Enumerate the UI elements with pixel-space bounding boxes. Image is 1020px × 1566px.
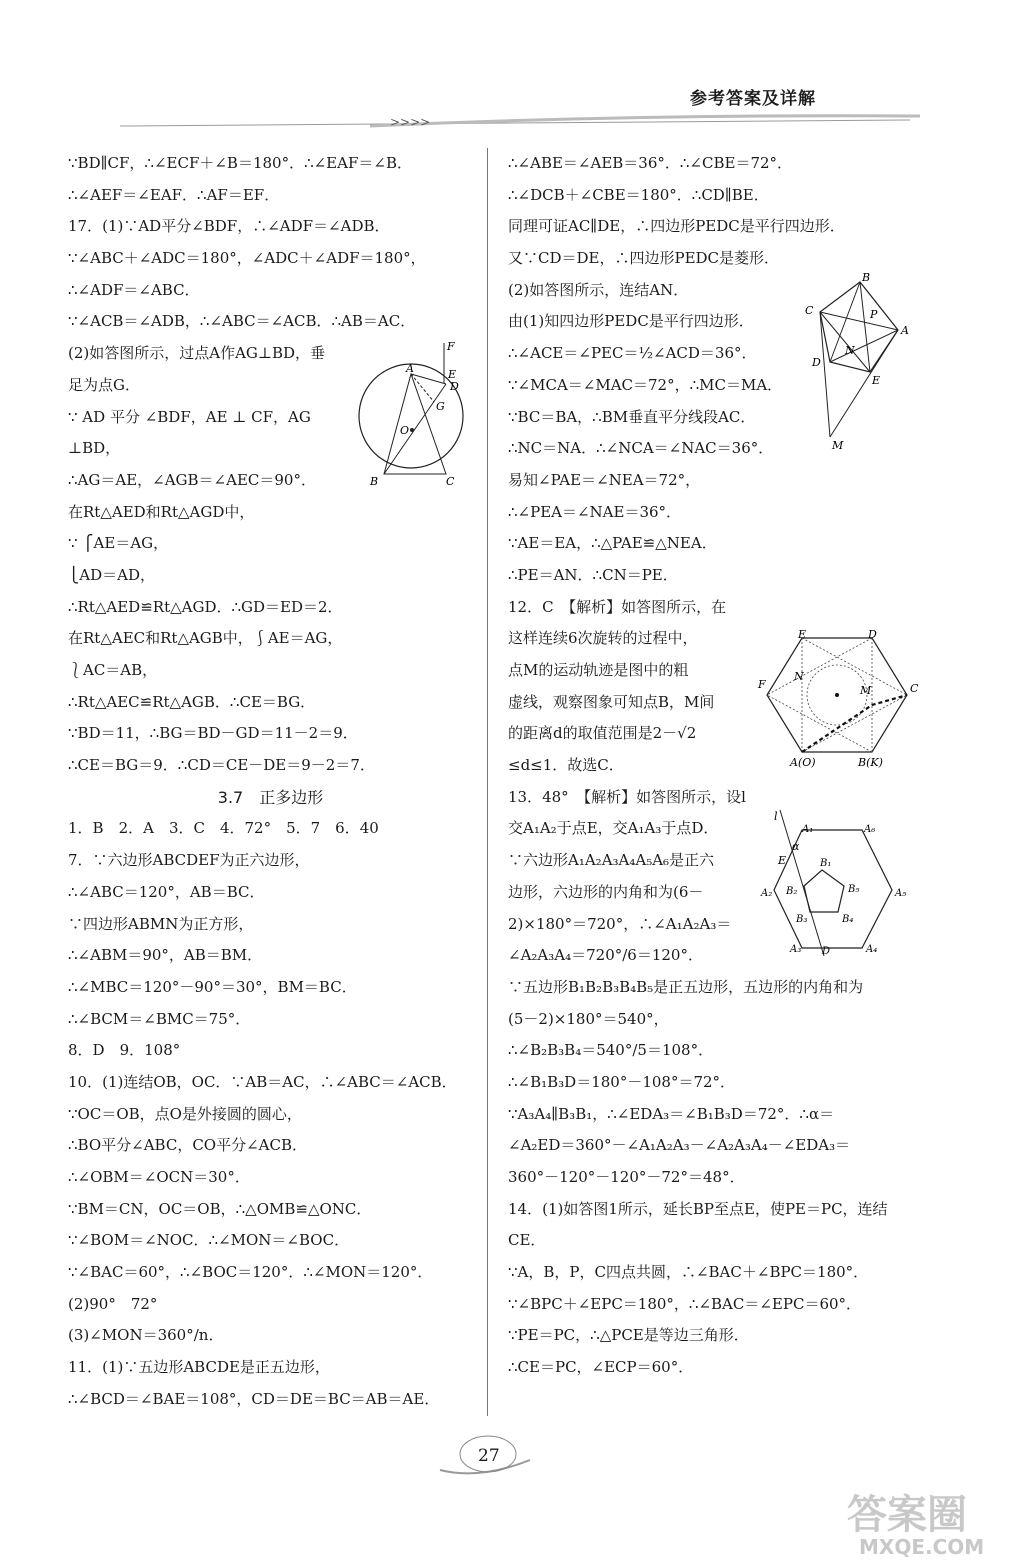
text-line: 在Rt△AEC和Rt△AGB中，⎰AE＝AG， [68,629,343,648]
text-line: ∴∠ABM＝90°，AB＝BM． [68,946,263,965]
text-line: 由(1)知四边形PEDC是平行四边形． [508,312,754,331]
hexagon-label: N [794,670,804,683]
text-line: ⊥BD， [68,439,121,458]
figure-circle-diagram [356,338,476,488]
text-line: 易知∠PAE＝∠NEA＝72°， [508,470,701,489]
text-line: 7．∵六边形ABCDEF为正六边形， [68,851,310,870]
hexpent-label: A₄ [866,944,878,955]
kite-label: E [872,374,881,387]
circle-label: O [400,424,410,437]
text-line: ∠A₂ED＝360°－∠A₁A₂A₃－∠A₂A₃A₄－∠EDA₃＝ [508,1136,851,1155]
text-line: ⎱AC＝AB， [68,661,158,679]
text-line: CE． [508,1231,546,1250]
text-line: 交A₁A₂于点E，交A₁A₃于点D． [508,819,719,838]
text-line: ∴CE＝BG＝9．∴CD＝CE－DE＝9－2＝7． [68,756,375,775]
text-line: (5－2)×180°＝540°， [508,1009,669,1028]
circle-label: F [447,340,455,353]
text-line: ∴∠BCD＝∠BAE＝108°，CD＝DE＝BC＝AB＝AE． [68,1389,440,1408]
text-line: 这样连续6次旋转的过程中， [508,629,698,648]
hexpent-label: A₅ [895,888,907,899]
text-line: ∵A₃A₄∥B₃B₁，∴∠EDA₃＝∠B₁B₃D＝72°．∴α＝ [508,1104,835,1123]
text-line: ∵∠ABC＋∠ADC＝180°，∠ADC＋∠ADF＝180°， [68,249,426,268]
kite-label: N [845,344,855,357]
text-line: ∴∠PEA＝∠NAE＝36°． [508,502,682,521]
text-line: ∴∠ABE＝∠AEB＝36°．∴∠CBE＝72°． [508,154,793,172]
hexagon-label: E [798,628,807,641]
text-line: ∴∠MBC＝120°－90°＝30°，BM＝BC． [68,977,357,996]
text-line: (2)如答图所示，过点A作AG⊥BD，垂 [68,344,326,363]
text-line: (2)如答图所示，连结AN． [508,280,689,299]
text-line: ∵BC＝BA，∴BM垂直平分线段AC． [508,407,756,426]
hexpent-label: A₃ [790,944,802,955]
hexpent-label: B₃ [796,914,808,925]
section-title: 3.7 正多边形 [217,787,324,807]
text-line: (3)∠MON＝360°/n． [68,1326,224,1345]
hexagon-label: A(O) [790,756,816,769]
hexpent-label: B₄ [842,914,854,925]
text-line: ∴∠ACE＝∠PEC＝½∠ACD＝36°． [508,344,757,363]
column-divider [487,148,488,1416]
text-line: ∵ AD 平分 ∠BDF，AE ⊥ CF，AG [68,407,311,426]
header-title: 参考答案及详解 [690,89,816,109]
hexpent-label: A₁ [802,824,814,835]
text-line: ∴CE＝PC，∠ECP＝60°． [508,1358,694,1377]
text-line: 在Rt△AED和Rt△AGD中， [68,502,255,521]
text-line: ∴AG＝AE，∠AGB＝∠AEC＝90°． [68,470,316,489]
hexpent-label: B₅ [848,884,860,895]
page-number: 27 [478,1446,500,1466]
text-line: 虚线，观察图象可知点B，M间 [508,692,715,711]
text-line: ∵AE＝EA，∴△PAE≌△NEA． [508,534,717,553]
svg-text:>>>>: >>>> [390,115,431,129]
hexagon-label: B(K) [858,756,883,769]
text-line: ∵∠BOM＝∠NOC．∴∠MON＝∠BOC． [68,1231,350,1250]
text-line: 360°－120°－120°－72°＝48°． [508,1168,745,1186]
kite-label: A [901,324,909,337]
hexpent-label: l [774,810,778,823]
circle-label: C [446,475,455,488]
text-line: ∴Rt△AEC≌Rt△AGB．∴CE＝BG． [68,692,316,711]
text-line: (2)90° 72° [68,1294,158,1313]
text-line: ∵BD＝11，∴BG＝BD－GD＝11－2＝9． [68,724,358,743]
header-rule [120,112,920,130]
text-line: ∴∠OBM＝∠OCN＝30°． [68,1168,250,1186]
text-line: 的距离d的取值范围是2－√2 [508,724,697,743]
text-line: 10．(1)连结OB，OC．∵AB＝AC，∴∠ABC＝∠ACB． [68,1072,457,1091]
text-line: ∴BO平分∠ABC，CO平分∠ACB． [68,1136,307,1155]
figure-kite-diagram [800,272,918,454]
text-line: 点M的运动轨迹是图中的粗 [508,661,689,679]
text-line: ∵PE＝PC，∴△PCE是等边三角形． [508,1326,749,1345]
text-line: ∴∠BCM＝∠BMC＝75°． [68,1009,251,1028]
text-line: ∵∠BPC＋∠EPC＝180°，∴∠BAC＝∠EPC＝60°． [508,1294,862,1313]
text-line: 14．(1)如答图1所示，延长BP至点E，使PE＝PC，连结 [508,1199,888,1218]
circle-label: B [370,475,379,488]
text-line: ∴NC＝NA．∴∠NCA＝∠NAC＝36°． [508,439,774,458]
hexpent-label: B₂ [786,886,798,897]
text-line: ∵四边形ABMN为正方形， [68,914,254,933]
hexpent-label: B₁ [820,858,832,869]
text-line: 2)×180°＝720°，∴∠A₁A₂A₃＝ [508,914,732,933]
svg-text:答案圈: 答案圈 [847,1492,967,1538]
text-line: ∴∠B₁B₃D＝180°－108°＝72°． [508,1072,736,1091]
figure-hexagon-diagram [760,630,920,770]
text-line: ∠A₂A₃A₄＝720°/6＝120°． [508,946,703,965]
figure-hexagon-pentagon-diagram [762,808,922,958]
kite-label: C [805,304,814,317]
kite-label: B [862,271,871,284]
text-line: 17．(1)∵AD平分∠BDF，∴∠ADF＝∠ADB． [68,217,390,236]
text-line: 边形，六边形的内角和为(6－ [508,882,704,901]
hexagon-label: F [758,678,766,691]
hexagon-label: C [910,682,919,695]
text-line: ∴Rt△AED≌Rt△AGD．∴GD＝ED＝2． [68,597,343,616]
kite-label: M [832,439,844,452]
text-line: ∵六边形A₁A₂A₃A₄A₅A₆是正六 [508,851,715,870]
text-line: 11．(1)∵五边形ABCDE是正五边形， [68,1358,330,1377]
text-line: ∵BM＝CN，OC＝OB，∴△OMB≌△ONC． [68,1199,372,1218]
text-line: ∵A，B，P，C四点共圆，∴∠BAC＋∠BPC＝180°． [508,1263,869,1282]
text-line: ∵五边形B₁B₂B₃B₄B₅是正五边形，五边形的内角和为 [508,977,864,996]
svg-text:MXQE.COM: MXQE.COM [859,1535,985,1559]
text-line: ∴∠DCB＋∠CBE＝180°．∴CD∥BE． [508,185,769,204]
text-line: ∵∠MCA＝∠MAC＝72°，∴MC＝MA． [508,375,783,394]
text-line: ≤d≤1．故选C． [508,756,624,775]
text-line: ∴∠B₂B₃B₄＝540°/5＝108°． [508,1041,714,1060]
text-line: ∴∠ABC＝120°，AB＝BC． [68,882,265,901]
text-line: ∵∠ACB＝∠ADB，∴∠ABC＝∠ACB．∴AB＝AC． [68,312,416,331]
text-line: ∵OC＝OB，点O是外接圆的圆心， [68,1104,302,1123]
text-line: 8．D 9．108° [68,1041,181,1060]
hexpent-label: A₆ [864,824,876,835]
watermark-logo [845,1488,1015,1558]
text-line: 足为点G． [68,375,140,394]
hexpent-label: E [778,854,787,867]
text-line: ∴∠AEF＝∠EAF．∴AF＝EF． [68,185,280,204]
circle-label: A [406,362,414,375]
kite-label: D [812,356,821,369]
hexagon-label: D [868,628,877,641]
text-line: ∵∠BAC＝60°，∴∠BOC＝120°．∴∠MON＝120°． [68,1263,433,1282]
text-line: 12．C 【解析】如答图所示，在 [508,597,727,616]
text-line: ⎩AD＝AD， [68,565,155,584]
kite-label: P [870,308,878,321]
text-line: 13．48° 【解析】如答图所示，设l [508,787,746,806]
circle-label: D [450,380,459,393]
text-line: 同理可证AC∥DE，∴四边形PEDC是平行四边形． [508,217,845,236]
hexpent-label: α [792,840,800,853]
text-line: ∵BD∥CF，∴∠ECF＋∠B＝180°．∴∠EAF＝∠B． [68,154,412,172]
text-line: ∴PE＝AN．∴CN＝PE． [508,565,678,584]
text-line: ∴∠ADF＝∠ABC． [68,280,200,299]
circle-label: E [448,368,457,381]
circle-label: G [436,400,445,413]
hexpent-label: A₂ [761,888,773,899]
text-line: 1．B 2．A 3．C 4．72° 5．7 6．40 [68,819,379,838]
hexpent-label: D [822,946,831,957]
hexagon-label: M [860,684,872,697]
text-line: ∵ ⎧AE＝AG， [68,534,169,553]
text-line: 又∵CD＝DE，∴四边形PEDC是菱形． [508,249,780,268]
